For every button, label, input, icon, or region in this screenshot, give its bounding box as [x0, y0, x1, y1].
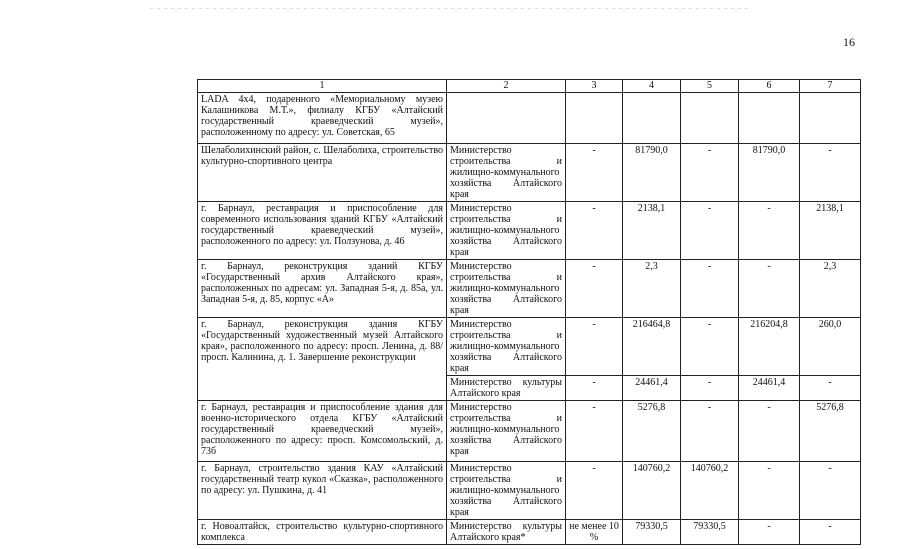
page-number: 16 [843, 35, 855, 49]
table-row [198, 144, 861, 202]
object-name: Шелаболихинский район, с. Шелаболиха, строительство культурно-спортивного центра [198, 144, 447, 202]
total-cell: 24461,4 [623, 376, 681, 401]
value-cell: 81790,0 [739, 144, 800, 202]
value-cell: - [800, 462, 861, 520]
value-cell: - [800, 144, 861, 202]
ministry: Министерство строительства и жилищно-коммунального хозяйства Алтайского края [447, 202, 566, 260]
value-cell: 79330,5 [681, 520, 739, 545]
ministry: Министерство культуры Алтайского края [447, 376, 566, 401]
value-cell [681, 93, 739, 144]
object-name: г. Барнаул, реконструкция зданий КГБУ «Государственный архив Алтайского края», расположенных по адресам: ул. Западная 5-я, д. 85а, ул. Западная 5-я, д. 85, корпус «А» [198, 260, 447, 318]
value-cell [739, 93, 800, 144]
value-cell: - [681, 318, 739, 376]
total-cell: 140760,2 [623, 462, 681, 520]
header-row [198, 80, 861, 93]
value-cell: 2138,1 [800, 202, 861, 260]
value-cell: - [681, 401, 739, 462]
object-name: г. Барнаул, реконструкция здания КГБУ «Государственный художественный музей Алтайского края», расположенного по адресу: просп. Ленина, д. 88/ просп. Калинина, д. 1. Завершение реконструкции [198, 318, 447, 401]
total-cell: 79330,5 [623, 520, 681, 545]
share-cell: - [566, 376, 623, 401]
share-cell: - [566, 401, 623, 462]
value-cell: - [681, 260, 739, 318]
value-cell: - [681, 376, 739, 401]
value-cell: 260,0 [800, 318, 861, 376]
ministry: Министерство культуры Алтайского края* [447, 520, 566, 545]
table-row [198, 202, 861, 260]
ministry: Министерство строительства и жилищно-коммунального хозяйства Алтайского края [447, 144, 566, 202]
col-header: 2 [447, 80, 566, 93]
share-cell [566, 93, 623, 144]
ministry: Министерство строительства и жилищно-коммунального хозяйства Алтайского края [447, 318, 566, 376]
object-name: г. Барнаул, реставрация и приспособление здания для военно-исторического отдела КГБУ «Алтайский государственный краеведческий музей», расположенного по адресу: просп. Комсомольский, д. 73б [198, 401, 447, 462]
value-cell: - [739, 202, 800, 260]
col-header: 5 [681, 80, 739, 93]
share-cell: не менее 10 % [566, 520, 623, 545]
total-cell: 5276,8 [623, 401, 681, 462]
table-row [198, 260, 861, 318]
table-row [198, 318, 861, 376]
value-cell: - [800, 520, 861, 545]
ministry: Министерство строительства и жилищно-коммунального хозяйства Алтайского края [447, 260, 566, 318]
share-cell: - [566, 144, 623, 202]
table-row [198, 520, 861, 545]
value-cell: 5276,8 [800, 401, 861, 462]
table-row [198, 93, 861, 144]
col-header: 7 [800, 80, 861, 93]
total-cell: 2138,1 [623, 202, 681, 260]
value-cell: - [739, 520, 800, 545]
table-row [198, 401, 861, 462]
value-cell: - [739, 462, 800, 520]
ministry: Министерство строительства и жилищно-коммунального хозяйства Алтайского края [447, 401, 566, 462]
total-cell: 2,3 [623, 260, 681, 318]
value-cell: 140760,2 [681, 462, 739, 520]
value-cell [800, 93, 861, 144]
share-cell: - [566, 260, 623, 318]
object-name: LADA 4x4, подаренного «Мемориальному музею Калашникова М.Т.», филиалу КГБУ «Алтайский государственный краеведческий музей», расположенному по адресу: ул. Советская, 65 [198, 93, 447, 144]
value-cell: 2,3 [800, 260, 861, 318]
col-header: 4 [623, 80, 681, 93]
object-name: г. Барнаул, реставрация и приспособление для современного использования зданий КГБУ «Алтайский государственный краеведческий музей», расположенного по адресу: ул. Ползунова, д. 46 [198, 202, 447, 260]
object-name: г. Барнаул, строительство здания КАУ «Алтайский государственный театр кукол «Сказка», расположенного по адресу: ул. Пушкина, д. 41 [198, 462, 447, 520]
share-cell: - [566, 462, 623, 520]
share-cell: - [566, 202, 623, 260]
col-header: 6 [739, 80, 800, 93]
value-cell: 216204,8 [739, 318, 800, 376]
scan-artifact-line [150, 8, 750, 9]
ministry [447, 93, 566, 144]
total-cell: 216464,8 [623, 318, 681, 376]
value-cell: - [681, 202, 739, 260]
total-cell: 81790,0 [623, 144, 681, 202]
budget-table [197, 79, 861, 545]
share-cell: - [566, 318, 623, 376]
table-row [198, 462, 861, 520]
object-name: г. Новоалтайск, строительство культурно-спортивного комплекса [198, 520, 447, 545]
col-header: 1 [198, 80, 447, 93]
value-cell: - [739, 260, 800, 318]
value-cell: - [681, 144, 739, 202]
value-cell: - [739, 401, 800, 462]
value-cell: 24461,4 [739, 376, 800, 401]
value-cell: - [800, 376, 861, 401]
ministry: Министерство строительства и жилищно-коммунального хозяйства Алтайского края [447, 462, 566, 520]
total-cell [623, 93, 681, 144]
col-header: 3 [566, 80, 623, 93]
